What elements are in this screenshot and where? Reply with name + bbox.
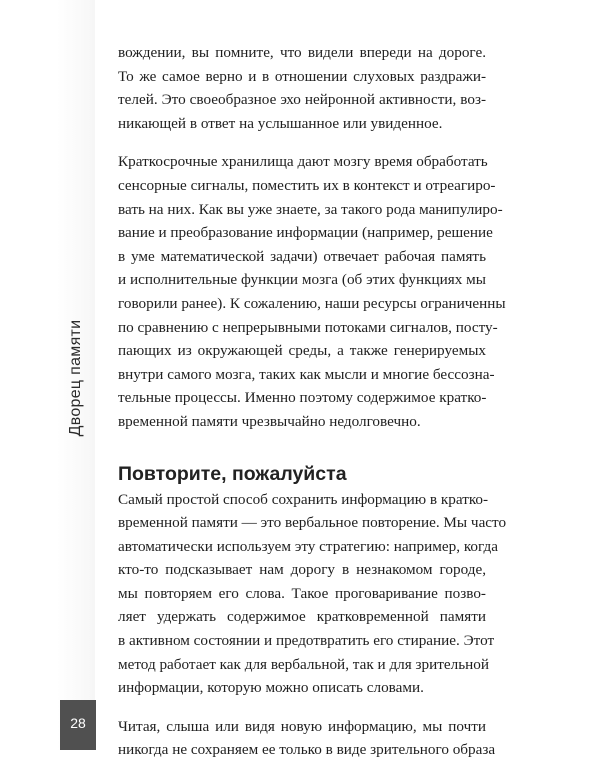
text-column xyxy=(118,41,486,762)
text-line: То же самое верно и в отношении слуховых раздражи- xyxy=(118,65,486,89)
text-line: кто-то подсказывает нам дорогу в незнакомом городе, xyxy=(118,558,486,582)
text-line: никогда не сохраняем ее только в виде зрительного образа xyxy=(118,738,486,762)
text-line: пающих из окружающей среды, а также генерируемых xyxy=(118,339,486,363)
section-heading: Повторите, пожалуйста xyxy=(118,460,486,488)
paragraph-gap xyxy=(118,135,486,150)
paragraph xyxy=(118,715,486,762)
text-line: сенсорные сигналы, поместить их в контекст и отреагиро- xyxy=(118,174,486,198)
paragraph-gap xyxy=(118,700,486,715)
text-line: в активном состоянии и предотвратить его стирание. Этот xyxy=(118,629,486,653)
text-line: и исполнительные функции мозга (об этих функциях мы xyxy=(118,268,486,292)
paragraph xyxy=(118,41,486,135)
text-line: Читая, слыша или видя новую информацию, мы почти xyxy=(118,715,486,739)
text-line: тельные процессы. Именно поэтому содержимое кратко- xyxy=(118,386,486,410)
text-line: метод работает как для вербальной, так и для зрительной xyxy=(118,653,486,677)
text-line: автоматически используем эту стратегию: например, когда xyxy=(118,535,486,559)
text-line: мы повторяем его слова. Такое проговаривание позво- xyxy=(118,582,486,606)
paragraph xyxy=(118,150,486,433)
running-head: Дворец памяти xyxy=(67,320,85,437)
page-number: 28 xyxy=(60,715,96,731)
text-line: никающей в ответ на услышанное или увиденное. xyxy=(118,112,486,136)
paragraphs-after-heading xyxy=(118,488,486,762)
paragraphs-before-heading xyxy=(118,41,486,434)
text-line: вать на них. Как вы уже знаете, за такого рода манипулиро- xyxy=(118,198,486,222)
text-line: вание и преобразование информации (например, решение xyxy=(118,221,486,245)
text-line: говорили ранее). К сожалению, наши ресурсы ограниченны xyxy=(118,292,486,316)
text-line: телей. Это своеобразное эхо нейронной активности, воз- xyxy=(118,88,486,112)
paragraph xyxy=(118,488,486,700)
text-line: Краткосрочные хранилища дают мозгу время обработать xyxy=(118,150,486,174)
text-line: Самый простой способ сохранить информацию в кратко- xyxy=(118,488,486,512)
text-line: временной памяти — это вербальное повторение. Мы часто xyxy=(118,511,486,535)
text-line: ляет удержать содержимое кратковременной памяти xyxy=(118,605,486,629)
page-number-box xyxy=(60,700,96,750)
text-line: в уме математической задачи) отвечает рабочая память xyxy=(118,245,486,269)
text-line: временной памяти чрезвычайно недолговечно. xyxy=(118,410,486,434)
text-line: по сравнению с непрерывными потоками сигналов, посту- xyxy=(118,316,486,340)
text-line: информации, которую можно описать словами. xyxy=(118,676,486,700)
text-line: внутри самого мозга, таких как мысли и многие бессозна- xyxy=(118,363,486,387)
text-line: вождении, вы помните, что видели впереди на дороге. xyxy=(118,41,486,65)
